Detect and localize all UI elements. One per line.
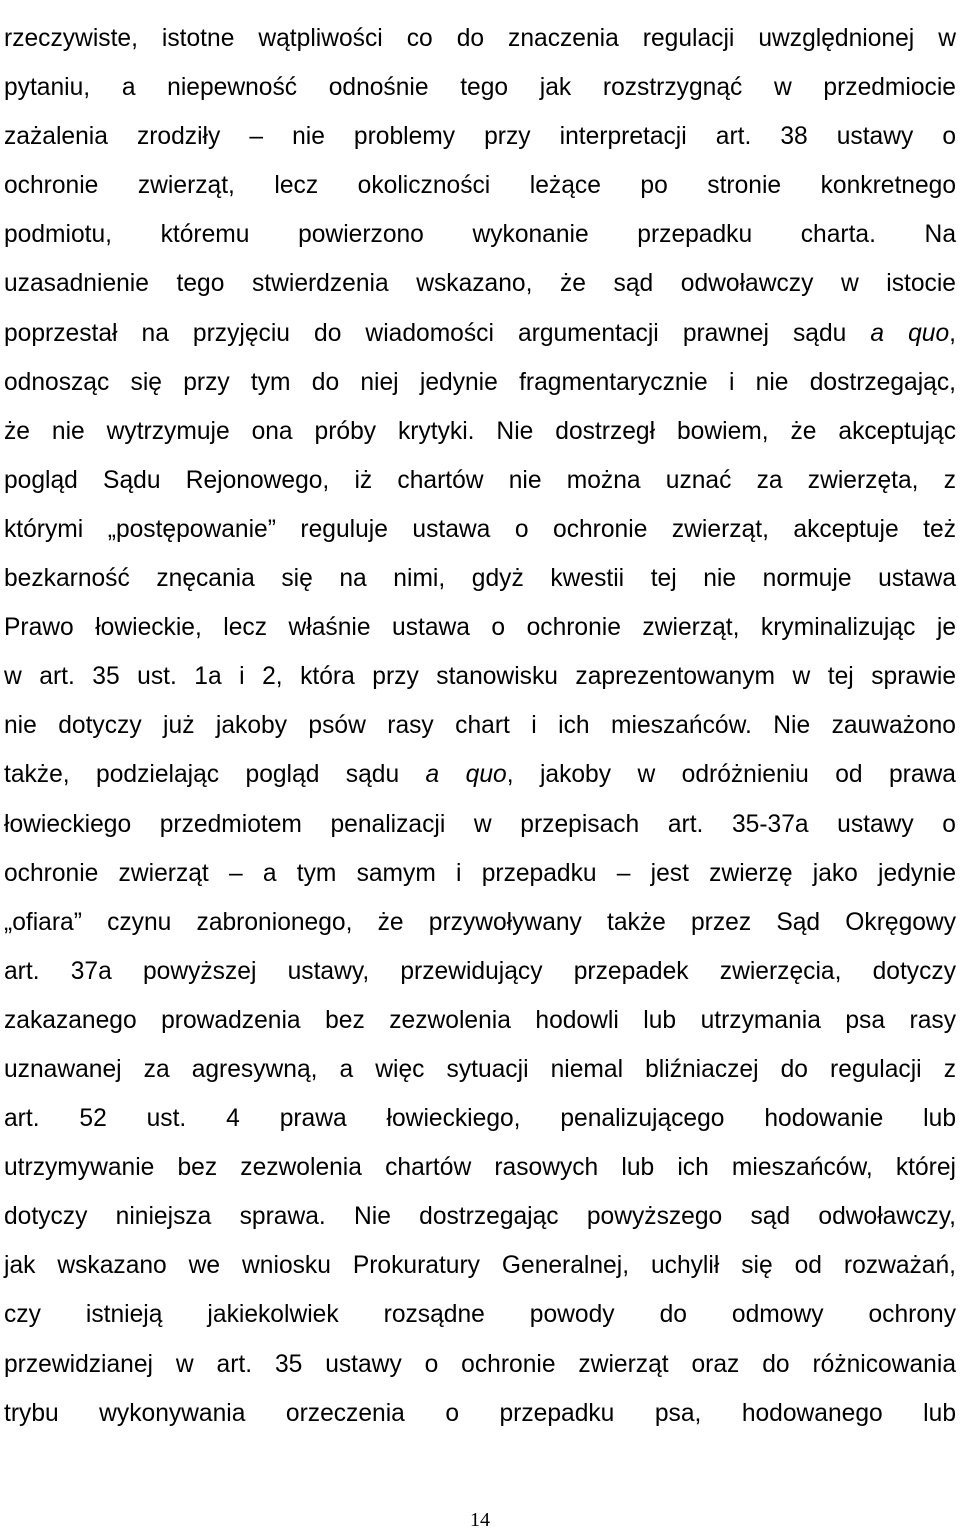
text-line: [4, 1340, 956, 1389]
text-run: nie dotyczy już jakoby psów rasy chart i ich mieszańców. Nie zauważono: [4, 712, 956, 740]
text-run: ,: [949, 319, 956, 347]
page-number: 14: [470, 1509, 490, 1531]
text-line: [4, 603, 956, 652]
text-run: art. 52 ust. 4 prawa łowieckiego, penalizującego hodowanie lub: [4, 1105, 956, 1133]
text-line: [4, 210, 956, 259]
text-line: [4, 1143, 956, 1192]
text-run: pogląd Sądu Rejonowego, iż chartów nie można uznać za zwierzęta, z: [4, 466, 956, 494]
text-line: [4, 456, 956, 505]
text-run: , jakoby w odróżnieniu od prawa: [506, 761, 956, 789]
text-line: [4, 407, 956, 456]
text-run: art. 37a powyższej ustawy, przewidujący przepadek zwierzęcia, dotyczy: [4, 957, 956, 985]
text-run: przewidzianej w art. 35 ustawy o ochronie zwierząt oraz do różnicowania: [4, 1350, 956, 1378]
italic-phrase: a quo: [870, 319, 950, 347]
text-line: [4, 14, 956, 63]
text-run: odnosząc się przy tym do niej jedynie fragmentarycznie i nie dostrzegając,: [4, 368, 956, 396]
text-line: [4, 750, 956, 799]
text-run: także, podzielając pogląd sądu: [4, 761, 426, 789]
text-run: uznawanej za agresywną, a więc sytuacji niemal bliźniaczej do regulacji z: [4, 1055, 956, 1083]
text-line: [4, 996, 956, 1045]
text-line: [4, 1192, 956, 1241]
text-line: [4, 309, 956, 358]
text-run: że nie wytrzymuje ona próby krytyki. Nie dostrzegł bowiem, że akceptując: [4, 417, 956, 445]
text-line: [4, 1094, 956, 1143]
text-run: ochronie zwierząt – a tym samym i przepadku – jest zwierzę jako jedynie: [4, 859, 956, 887]
text-line: [4, 63, 956, 112]
text-line: [4, 505, 956, 554]
text-run: trybu wykonywania orzeczenia o przepadku psa, hodowanego lub: [4, 1399, 956, 1427]
text-run: podmiotu, któremu powierzono wykonanie przepadku charta. Na: [4, 221, 956, 249]
text-run: Prawo łowieckie, lecz właśnie ustawa o ochronie zwierząt, kryminalizując je: [4, 614, 956, 642]
text-run: w art. 35 ust. 1a i 2, która przy stanowisku zaprezentowanym w tej sprawie: [4, 663, 956, 691]
text-run: poprzestał na przyjęciu do wiadomości argumentacji prawnej sądu: [4, 319, 871, 347]
text-run: jak wskazano we wniosku Prokuratury Generalnej, uchylił się od rozważań,: [4, 1252, 956, 1280]
text-run: utrzymywanie bez zezwolenia chartów rasowych lub ich mieszańców, której: [4, 1154, 956, 1182]
italic-phrase: a quo: [425, 761, 507, 789]
text-line: [4, 1241, 956, 1290]
body-paragraph: [4, 14, 956, 1438]
text-line: [4, 1290, 956, 1339]
text-run: zażalenia zrodziły – nie problemy przy interpretacji art. 38 ustawy o: [4, 123, 956, 151]
text-line: [4, 800, 956, 849]
text-run: rzeczywiste, istotne wątpliwości co do znaczenia regulacji uwzględnionej w: [4, 25, 956, 52]
text-run: bezkarność znęcania się na nimi, gdyż kwestii tej nie normuje ustawa: [4, 565, 956, 593]
text-line: [4, 259, 956, 308]
text-line: [4, 554, 956, 603]
text-run: pytaniu, a niepewność odnośnie tego jak rozstrzygnąć w przedmiocie: [4, 74, 956, 102]
text-line: [4, 947, 956, 996]
text-line: [4, 112, 956, 161]
text-line: [4, 161, 956, 210]
text-run: dotyczy niniejsza sprawa. Nie dostrzegając powyższego sąd odwoławczy,: [4, 1203, 956, 1231]
text-line: [4, 652, 956, 701]
text-run: uzasadnienie tego stwierdzenia wskazano, że sąd odwoławczy w istocie: [4, 270, 956, 298]
text-run: ochronie zwierząt, lecz okoliczności leżące po stronie konkretnego: [4, 172, 956, 200]
text-line: [4, 898, 956, 947]
text-line: [4, 358, 956, 407]
text-run: zakazanego prowadzenia bez zezwolenia hodowli lub utrzymania psa rasy: [4, 1006, 956, 1034]
text-run: „ofiara” czynu zabronionego, że przywoływany także przez Sąd Okręgowy: [4, 908, 956, 936]
text-line: [4, 1389, 956, 1438]
text-run: którymi „postępowanie” reguluje ustawa o ochronie zwierząt, akceptuje też: [4, 515, 956, 543]
text-line: [4, 701, 956, 750]
text-line: [4, 1045, 956, 1094]
text-line: [4, 849, 956, 898]
text-run: łowieckiego przedmiotem penalizacji w przepisach art. 35-37a ustawy o: [4, 810, 956, 838]
text-run: czy istnieją jakiekolwiek rozsądne powody do odmowy ochrony: [4, 1301, 956, 1329]
